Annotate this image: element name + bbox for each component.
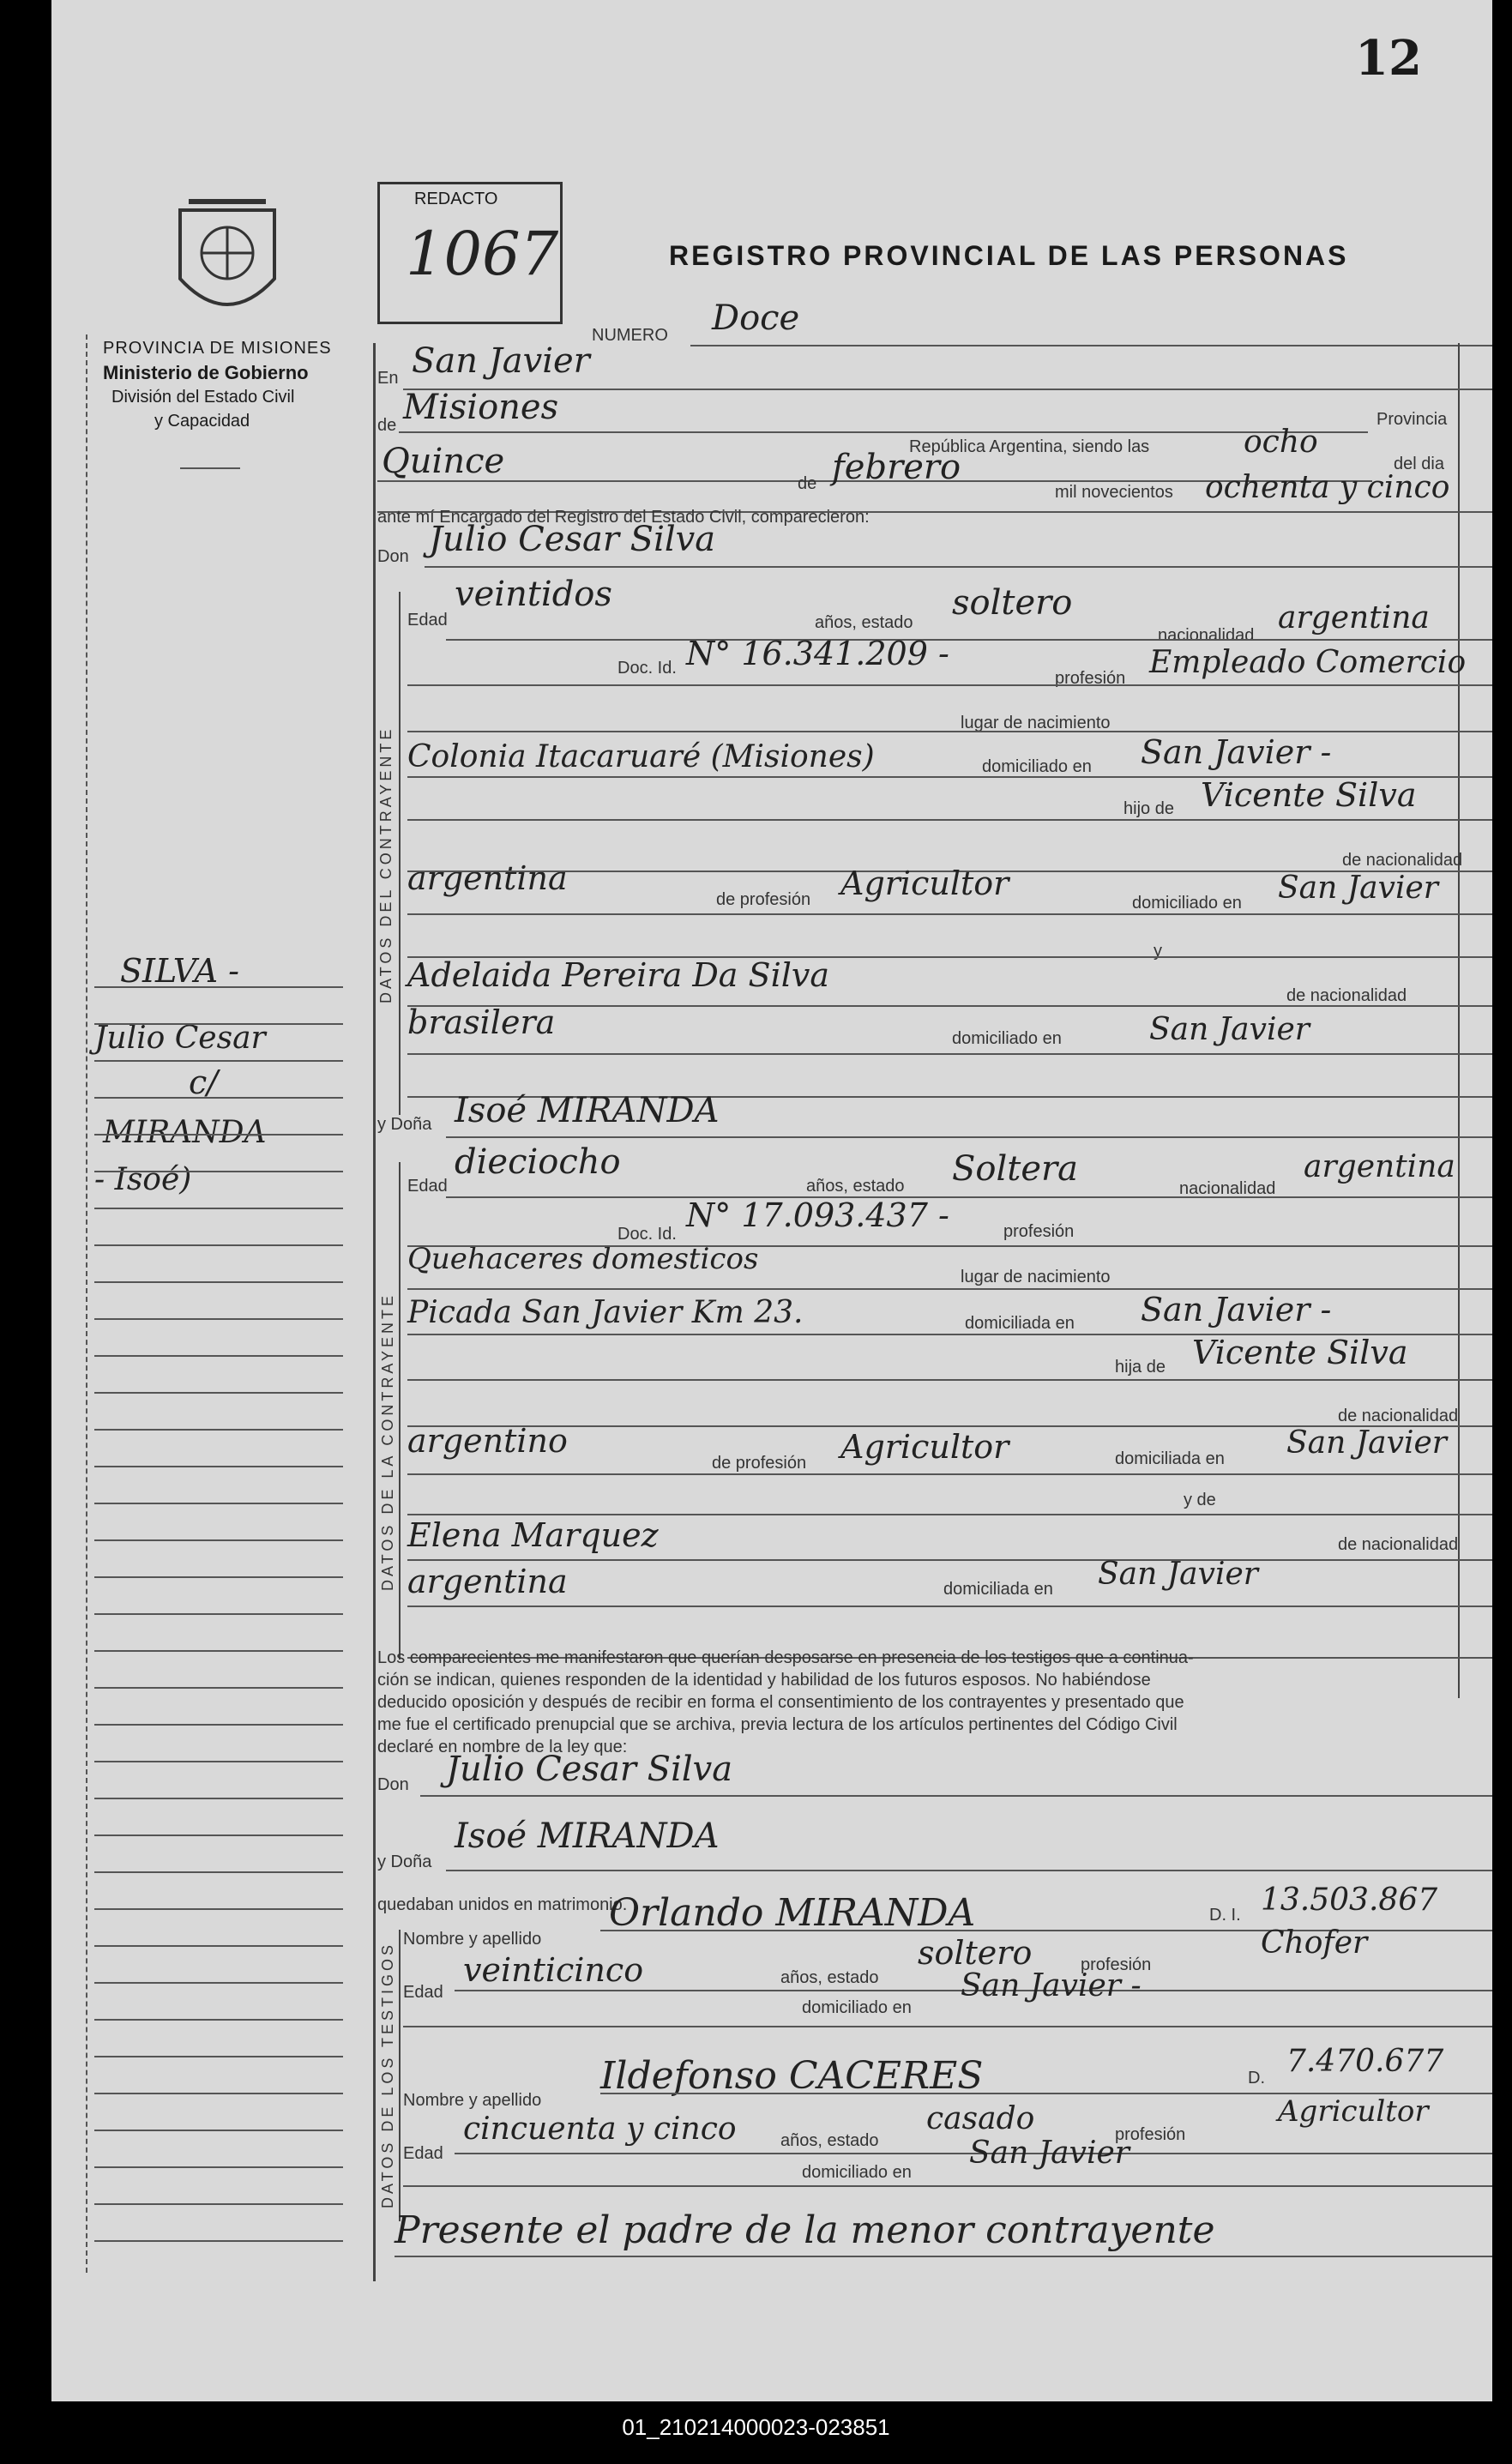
redacto-stamp xyxy=(377,182,563,324)
margin-line-3: c/ xyxy=(189,1063,219,1101)
de-label: de xyxy=(377,416,397,435)
margin-rule xyxy=(94,1982,343,1984)
c1-madre-nac: brasilera xyxy=(407,1003,556,1041)
t2-domicilio: San Javier xyxy=(969,2136,1130,2171)
declaration-line-4: me fue el certificado prenupcial que se archiva, previa lectura de los artículos pertinentes del Código Civil xyxy=(377,1715,1178,1734)
c2-madre-rule xyxy=(407,1514,1492,1515)
t1-domicilio-rule xyxy=(403,2026,1492,2027)
t1-doc: 13.503.867 xyxy=(1261,1883,1438,1918)
t1-edad-label: Edad xyxy=(403,1983,443,2002)
ante-text: ante mí Encargado del Registro del Estado Civil, comparecieron: xyxy=(377,508,870,527)
page-number: 12 xyxy=(1355,30,1422,87)
c1-lugar-rule xyxy=(407,731,1492,732)
c2-padre-prof: Agricultor xyxy=(840,1428,1009,1466)
margin-rule xyxy=(94,2240,343,2242)
c2-doc-label: Doc. Id. xyxy=(617,1225,677,1244)
c1-madre-rule xyxy=(407,956,1492,958)
document-title: REGISTRO PROVINCIAL DE LAS PERSONAS xyxy=(669,240,1349,271)
decl-dona-rule xyxy=(446,1870,1492,1871)
c1-madre-nac-rule xyxy=(407,1005,1492,1007)
declaration-line-3: deducido oposición y después de recibir en forma el consentimiento de los contrayentes y presentado que xyxy=(377,1693,1184,1712)
t2-profesion: Agricultor xyxy=(1278,2094,1429,2129)
del-dia-label: del dia xyxy=(1394,455,1444,473)
decl-don-rule xyxy=(420,1795,1492,1797)
c2-lugar-label: lugar de nacimiento xyxy=(961,1268,1111,1286)
c2-padre-nac: argentino xyxy=(407,1422,568,1460)
c1-hijo-label: hijo de xyxy=(1123,799,1174,818)
c2-padre-dom-label: domiciliada en xyxy=(1115,1449,1225,1468)
margin-rule xyxy=(94,2166,343,2168)
c2-doc: N° 17.093.437 - xyxy=(686,1196,949,1234)
decl-don-label: Don xyxy=(377,1775,409,1794)
c2-madre: Elena Marquez xyxy=(407,1516,659,1554)
c2-domicilio: San Javier - xyxy=(1141,1291,1332,1328)
c1-nacionalidad: argentina xyxy=(1278,600,1430,636)
c1-padre-nac: argentina xyxy=(407,859,568,897)
t1-domicilio-label: domiciliado en xyxy=(802,1998,912,2017)
margin-rule xyxy=(94,1798,343,1799)
testigos-section-label: DATOS DE LOS TESTIGOS xyxy=(379,1941,396,2208)
c2-hija-rule xyxy=(407,1379,1492,1381)
margin-rule xyxy=(94,1244,343,1246)
t1-nombre-label: Nombre y apellido xyxy=(403,1930,542,1949)
c2-edad-label: Edad xyxy=(407,1177,448,1196)
provincia-label: Provincia xyxy=(1376,410,1448,429)
margin-rule xyxy=(94,1576,343,1578)
c2-y-de-label: y de xyxy=(1184,1491,1216,1509)
c2-padre-prof-rule xyxy=(407,1473,1492,1475)
c2-padre-prof-label: de profesión xyxy=(712,1454,807,1473)
issuer-line-3: División del Estado Civil xyxy=(111,388,295,407)
c2-edad-rule xyxy=(446,1196,1492,1198)
margin-rule xyxy=(94,2203,343,2205)
margin-rule xyxy=(94,2019,343,2021)
declaration-line-2: ción se indican, quienes responden de la identidad y habilidad de los futuros esposos. No habiéndose xyxy=(377,1671,1151,1690)
c1-lugar: Colonia Itacaruaré (Misiones) xyxy=(407,739,875,774)
margin-rule xyxy=(94,1613,343,1615)
issuer-line-4: y Capacidad xyxy=(154,412,250,431)
c2-nacionalidad-label: nacionalidad xyxy=(1179,1179,1276,1198)
t2-doc: 7.470.677 xyxy=(1286,2044,1444,2079)
t2-estado: casado xyxy=(926,2101,1035,2136)
contrayente-1-nombre-rule xyxy=(425,566,1492,568)
c1-padre-prof: Agricultor xyxy=(840,865,1009,902)
c1-padre-dom-label: domiciliado en xyxy=(1132,894,1242,913)
margin-line-1: SILVA - xyxy=(120,952,239,990)
c1-lugar-label: lugar de nacimiento xyxy=(961,714,1111,732)
c1-domicilio-label: domiciliado en xyxy=(982,757,1092,776)
margin-rule xyxy=(94,1429,343,1431)
c1-padre-prof-rule xyxy=(407,913,1492,915)
t2-nombre-label: Nombre y apellido xyxy=(403,2091,542,2110)
left-margin-line xyxy=(86,334,87,2273)
c2-madre-dom-rule xyxy=(407,1606,1492,1607)
c1-doc-rule xyxy=(407,684,1492,686)
c1-y-label: y xyxy=(1154,942,1162,961)
decl-don-value: Julio Cesar Silva xyxy=(446,1750,733,1789)
declaration-line-5: declaré en nombre de la ley que: xyxy=(377,1738,628,1756)
c2-madre-dom-label: domiciliada en xyxy=(943,1580,1053,1599)
margin-rule xyxy=(94,1318,343,1320)
c2-padre: Vicente Silva xyxy=(1192,1334,1408,1371)
margin-rule xyxy=(94,1650,343,1652)
right-frame-line xyxy=(1458,343,1460,1698)
mes-de-label: de xyxy=(798,474,817,493)
c1-padre-prof-label: de profesión xyxy=(716,890,811,909)
mil-label: mil novecientos xyxy=(1055,483,1173,502)
main-frame-line xyxy=(373,343,376,2281)
c2-padre-nac-label: de nacionalidad xyxy=(1338,1407,1459,1425)
contrayente-1-bracket xyxy=(399,592,401,1115)
margin-line-2: Julio Cesar xyxy=(94,1021,266,1056)
c1-hijo-rule xyxy=(407,819,1492,821)
t1-estado-label: años, estado xyxy=(780,1968,879,1987)
c1-profesion: Empleado Comercio xyxy=(1149,645,1467,680)
c2-profesion: Quehaceres domesticos xyxy=(407,1242,759,1276)
note-rule xyxy=(395,2256,1492,2257)
c2-domicilio-label: domiciliada en xyxy=(965,1314,1075,1333)
margin-rule xyxy=(94,2056,343,2057)
c2-madre-dom: San Javier xyxy=(1098,1557,1259,1592)
anio-value: ochenta y cinco xyxy=(1205,470,1450,505)
issuer-line-1: PROVINCIA DE MISIONES xyxy=(103,339,332,358)
t2-domicilio-label: domiciliado en xyxy=(802,2163,912,2182)
margin-rule xyxy=(94,1761,343,1762)
c1-edad-rule xyxy=(446,639,1492,641)
c2-doc-rule xyxy=(407,1245,1492,1247)
contrayente-1-nombre: Julio Cesar Silva xyxy=(429,520,716,559)
margin-rule xyxy=(94,1171,343,1172)
mes-value: febrero xyxy=(832,448,961,487)
en-value: San Javier xyxy=(412,341,590,381)
redacto-label: REDACTO xyxy=(414,190,498,208)
unidos-text: quedaban unidos en matrimonio. xyxy=(377,1895,628,1914)
t2-d-label: D. xyxy=(1248,2069,1265,2087)
c2-nacionalidad: argentina xyxy=(1304,1149,1455,1184)
margin-rule xyxy=(94,1134,343,1136)
c1-padre: Vicente Silva xyxy=(1201,776,1417,814)
margin-rule xyxy=(94,1097,343,1099)
issuer-line-2: Ministerio de Gobierno xyxy=(103,362,309,383)
decl-dona-value: Isoé MIRANDA xyxy=(455,1816,720,1856)
t2-profesion-label: profesión xyxy=(1115,2125,1186,2144)
issuer-divider xyxy=(180,467,240,469)
margin-rule xyxy=(94,1281,343,1283)
contrayente-2-section-label: DATOS DE LA CONTRAYENTE xyxy=(379,1292,396,1591)
en-rule xyxy=(403,389,1492,390)
c2-madre-nac-rule xyxy=(407,1559,1492,1561)
c1-madre-nac-label: de nacionalidad xyxy=(1286,986,1407,1005)
decl-dona-label: y Doña xyxy=(377,1853,432,1871)
c2-estado: Soltera xyxy=(952,1149,1078,1189)
c1-estado: soltero xyxy=(952,583,1073,623)
t1-profesion-label: profesión xyxy=(1081,1955,1152,1974)
c1-padre-dom: San Javier xyxy=(1278,871,1439,906)
contrayente-1-section-label: DATOS DEL CONTRAYENTE xyxy=(377,726,395,1003)
coat-of-arms-icon xyxy=(172,193,283,330)
c1-edad: veintidos xyxy=(455,575,612,614)
t2-estado-label: años, estado xyxy=(780,2131,879,2150)
c1-madre-dom: San Javier xyxy=(1149,1012,1310,1047)
c2-hija-label: hija de xyxy=(1115,1358,1166,1377)
c2-lugar-rule xyxy=(407,1288,1492,1290)
t2-domicilio-rule xyxy=(403,2185,1492,2187)
c1-doc: N° 16.341.209 - xyxy=(686,635,949,672)
margin-rule xyxy=(94,1724,343,1726)
c2-madre-nac-label: de nacionalidad xyxy=(1338,1535,1459,1554)
margin-rule xyxy=(94,1355,343,1357)
c1-madre-dom-rule xyxy=(407,1053,1492,1055)
c1-anios-estado-label: años, estado xyxy=(815,613,913,632)
margin-rule xyxy=(94,986,343,988)
margin-rule xyxy=(94,1539,343,1541)
c1-profesion-label: profesión xyxy=(1055,669,1126,688)
margin-rule xyxy=(94,1834,343,1836)
certificate-page xyxy=(51,0,1492,2401)
c1-madre-dom-label: domiciliado en xyxy=(952,1029,1062,1048)
contrayente-2-nombre: Isoé MIRANDA xyxy=(455,1091,720,1130)
en-label: En xyxy=(377,369,399,388)
margin-rule xyxy=(94,1503,343,1504)
margin-rule xyxy=(94,1945,343,1947)
margin-rule xyxy=(94,1060,343,1062)
c1-padre-nac-label: de nacionalidad xyxy=(1342,851,1463,870)
margin-rule xyxy=(94,1023,343,1025)
c2-padre-dom: San Javier xyxy=(1286,1425,1448,1461)
t2-edad-label: Edad xyxy=(403,2144,443,2163)
margin-rule xyxy=(94,2093,343,2094)
t1-edad: veinticinco xyxy=(463,1951,644,1989)
de-value: Misiones xyxy=(403,388,559,427)
c1-nacionalidad-label: nacionalidad xyxy=(1158,626,1255,645)
margin-rule xyxy=(94,1466,343,1467)
c2-madre-nac: argentina xyxy=(407,1563,568,1600)
c1-doc-label: Doc. Id. xyxy=(617,659,677,678)
margin-line-4: MIRANDA xyxy=(103,1115,267,1150)
c2-anios-estado-label: años, estado xyxy=(806,1177,905,1196)
contrayente-2-nombre-rule xyxy=(446,1136,1492,1138)
footer-caption: 01_210214000023-023851 xyxy=(622,2414,890,2440)
numero-rule xyxy=(690,345,1492,346)
c1-domicilio: San Javier - xyxy=(1141,733,1332,771)
contrayente-2-bracket xyxy=(399,1162,401,1660)
hora-value: ocho xyxy=(1244,425,1318,460)
t1-d-label: D. I. xyxy=(1209,1906,1241,1925)
dona-label: y Doña xyxy=(377,1115,432,1134)
t1-domicilio: San Javier - xyxy=(961,1968,1142,2003)
c1-edad-label: Edad xyxy=(407,611,448,630)
c1-madre: Adelaida Pereira Da Silva xyxy=(407,956,829,994)
t1-nombre: Orlando MIRANDA xyxy=(609,1891,976,1935)
dia-value: Quince xyxy=(382,442,505,481)
testigos-bracket xyxy=(399,1930,401,2221)
numero-value: Doce xyxy=(712,298,800,338)
t1-profesion: Chofer xyxy=(1261,1925,1368,1961)
republica-text: República Argentina, siendo las xyxy=(909,437,1150,456)
margin-rule xyxy=(94,1687,343,1689)
margin-rule xyxy=(94,1208,343,1209)
don-label: Don xyxy=(377,547,409,566)
t2-nombre: Ildefonso CACERES xyxy=(600,2054,984,2098)
c2-edad: dieciocho xyxy=(455,1142,621,1182)
t1-estado: soltero xyxy=(918,1934,1033,1972)
c2-profesion-label: profesión xyxy=(1003,1222,1075,1241)
declaration-line-1: Los comparecientes me manifestaron que querían desposarse en presencia de los testigos que a continua- xyxy=(377,1648,1194,1667)
margin-rule xyxy=(94,2130,343,2131)
margin-rule xyxy=(94,1392,343,1394)
redacto-value: 1067 xyxy=(406,219,559,289)
numero-label: NUMERO xyxy=(592,326,668,345)
t2-edad: cincuenta y cinco xyxy=(463,2112,737,2147)
margin-line-5: - Isoé) xyxy=(94,1162,192,1197)
margin-rule xyxy=(94,1871,343,1873)
de-rule xyxy=(399,431,1368,433)
margin-rule xyxy=(94,1908,343,1910)
c2-lugar: Picada San Javier Km 23. xyxy=(407,1295,804,1330)
handwritten-note: Presente el padre de la menor contrayente xyxy=(395,2208,1215,2252)
